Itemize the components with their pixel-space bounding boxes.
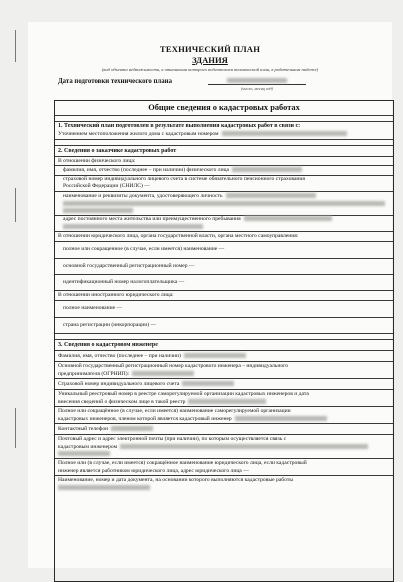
- s2-foreign-name-row: [55, 301, 393, 318]
- s2-snils-line1: страховой номер индивидуального лицевого счета в системе обязательного пенсионного страхования: [63, 176, 305, 182]
- section-3-title: 3. Сведения о кадастровом инженере: [58, 342, 158, 348]
- s3-fio-row: [55, 351, 393, 362]
- s2-legal-label: В отношении юридического лица, органа государственной власти, органа местного самоуправления:: [58, 233, 299, 239]
- s2-address: адрес постоянного места жительства или преимущественного пребывания: [63, 216, 332, 223]
- redacted-value: [63, 224, 203, 231]
- s2-legal-name-row: [55, 242, 393, 259]
- date-label: Дата подготовки технического плана: [58, 78, 172, 85]
- form-title: Общие сведения о кадастровых работах: [148, 103, 300, 112]
- date-value-redacted: [208, 78, 306, 85]
- margin-line: [15, 408, 16, 448]
- s3-reg-line2: внесения сведений о физическом лице в такой реестр: [58, 399, 266, 406]
- s3-mail-line1: Почтовый адрес и адрес электронной почты (при наличии), по которым осуществляется связь с: [58, 436, 287, 442]
- s2-ogrn-row: [55, 259, 393, 275]
- section-1-title: 1. Технический план подготовлен в результате выполнения кадастровых работ в связи с:: [58, 123, 301, 129]
- s2-snils-line2: Российской Федерации (СНИЛС) —: [63, 183, 150, 189]
- s2-inn-row: [55, 275, 393, 291]
- section-2-header: [55, 146, 393, 157]
- s2-legal-name: полное или сокращенное (в случае, если имеется) наименование —: [63, 246, 225, 252]
- s2-individual-row: [55, 157, 393, 166]
- redacted-value: [58, 485, 150, 492]
- s3-ogrnip-row: [55, 362, 393, 379]
- margin-line: [15, 30, 16, 62]
- s2-snils-row: [55, 176, 393, 192]
- document-page: [28, 22, 392, 568]
- s2-id-doc-row: [55, 192, 393, 216]
- s3-sro-line1: Полное или сокращённое (в случае, если имеется) наименование саморегулируемой организации: [58, 408, 291, 414]
- general-info-form: [54, 100, 394, 582]
- s2-address-row: [55, 216, 393, 232]
- section-3-header: [55, 340, 393, 351]
- s2-fio-row: [55, 166, 393, 176]
- s2-inn: идентификационный номер налогоплательщика —: [63, 279, 185, 285]
- redacted-value: [58, 451, 110, 458]
- s3-sro-row: [55, 407, 393, 424]
- section-2-title: 2. Сведения о заказчике кадастровых работ: [58, 148, 177, 154]
- section-1-text: Уточнением местоположения жилого дома с кадастровым номером: [58, 131, 347, 138]
- s3-reg-line1: Уникальный реестровый номер в реестре саморегулируемой организации кадастровых инженеров и дата: [58, 391, 309, 397]
- s3-fio: Фамилия, имя, отчество (последнее – при наличии): [58, 353, 246, 360]
- s2-fio: фамилия, имя, отчество (последнее – при наличии) физического лица: [63, 167, 302, 174]
- s3-reg-row: [55, 390, 393, 407]
- margin-line: [15, 188, 16, 222]
- s2-ogrn: основной государственный регистрационный номер —: [63, 263, 195, 269]
- s3-ogrnip-line1: Основной государственный регистрационный номер кадастрового инженера – индивидуального: [58, 363, 289, 369]
- redacted-value: [222, 131, 347, 136]
- s3-employer-row: [55, 459, 393, 476]
- s3-ogrnip-line2: предпринимателя (ОГРНИП):: [58, 371, 194, 378]
- s2-foreign-name: полное наименование —: [63, 305, 123, 311]
- s3-snils: Страховой номер индивидуального лицевого счета: [58, 381, 234, 388]
- s3-employer-line2: инженер является работником юридического лица, адрес юридического лица —: [58, 467, 249, 474]
- s2-individual-label: В отношении физического лица:: [58, 158, 136, 164]
- section-1: [55, 122, 393, 140]
- s3-contract-line1: Наименование, номер и дата документа, на основании которого выполняются кадастровые работы: [58, 477, 294, 483]
- s3-mail-row: [55, 435, 393, 459]
- object-type-note: (вид объекта недвижимости, в отношении которого подготовлен технический план, в родительном падеже): [101, 67, 319, 72]
- s2-country: страна регистрации (инкорпорации) —: [63, 322, 157, 328]
- date-note: (число, месяц год): [240, 86, 273, 91]
- form-title-row: [55, 101, 393, 116]
- s3-employer-line1: Полное или (в случае, если имеется) сокращённое наименование юридического лица, если кадастровый: [58, 460, 307, 466]
- object-type: ЗДАНИЯ: [192, 55, 228, 65]
- s2-foreign-row: [55, 291, 393, 301]
- s3-phone-row: [55, 424, 393, 435]
- s3-mail-line2: кадастровым инженером: [58, 444, 368, 451]
- s3-phone: Контактный телефон: [58, 426, 153, 433]
- s2-country-row: [55, 318, 393, 334]
- s3-contract-row: [55, 476, 393, 493]
- s2-legal-row: [55, 232, 393, 242]
- redacted-value: [63, 208, 133, 215]
- s3-snils-row: [55, 379, 393, 390]
- s3-sro-line2: кадастровых инженеров, членом которой является кадастровый инженер: [58, 416, 327, 423]
- document-title: ТЕХНИЧЕСКИЙ ПЛАН: [159, 44, 261, 54]
- s2-id-doc: наименование и реквизиты документа, удостоверяющего личность: [63, 193, 316, 200]
- s2-foreign-label: В отношении иностранного юридического лица:: [58, 292, 174, 298]
